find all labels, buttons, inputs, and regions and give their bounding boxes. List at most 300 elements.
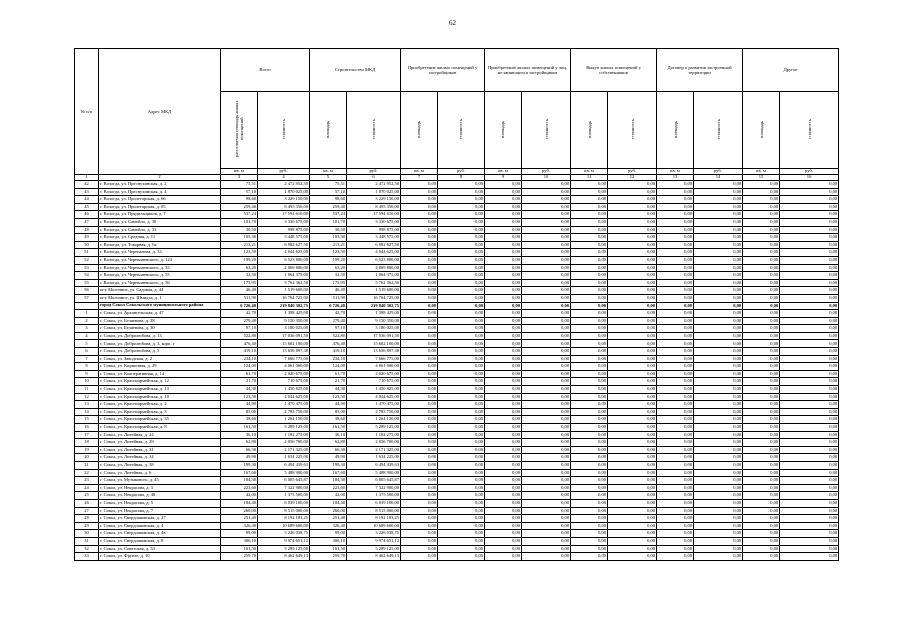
zero-cell: 0,00 <box>657 378 694 386</box>
total-area-cell: 476,40 <box>221 340 258 348</box>
zero-cell: 0,00 <box>608 181 657 189</box>
zero-cell: 0,00 <box>608 332 657 340</box>
total-area-cell: 123,50 <box>221 393 258 401</box>
zero-cell: 0,00 <box>743 454 780 462</box>
total-cost-cell: 6 039 100,00 <box>258 499 310 507</box>
zero-cell: 0,00 <box>780 340 839 348</box>
row-address: г. Сокол, ул. Литейная, д. 6 <box>99 469 221 477</box>
construction-cost-cell: 1 870 025,00 <box>347 188 401 196</box>
total-cost-cell: 3 226 038,75 <box>258 530 310 538</box>
row-address: г. Сокол, ул. Музыкового, д. 45 <box>99 477 221 485</box>
zero-cell: 0,00 <box>401 370 438 378</box>
zero-cell: 0,00 <box>743 386 780 394</box>
row-number: 2 <box>75 317 99 325</box>
row-number: 11 <box>75 386 99 394</box>
table-row <box>75 264 839 272</box>
row-address: г. Сокол, ул. Кирпичная, д. 29 <box>99 363 221 371</box>
total-cost-cell: 2 056 700,00 <box>258 439 310 447</box>
zero-cell: 0,00 <box>522 386 571 394</box>
row-address: г. Сокол, ул. Беляевова, д. 30 <box>99 325 221 333</box>
table-row <box>75 218 839 226</box>
zero-cell: 0,00 <box>522 484 571 492</box>
unit-money: руб. <box>780 169 839 175</box>
row-address: пгт. Молочное, ул. Садовая, д. 44 <box>99 287 221 295</box>
table-row <box>75 355 839 363</box>
table-row <box>75 181 839 189</box>
zero-cell: 0,00 <box>438 537 485 545</box>
total-cost-cell: 8 462 649,13 <box>258 553 310 561</box>
zero-cell: 0,00 <box>657 386 694 394</box>
zero-cell: 0,00 <box>522 446 571 454</box>
row-address: г. Сокол, ул. Литейная, д. 31 <box>99 446 221 454</box>
zero-cell: 0,00 <box>522 439 571 447</box>
zero-cell: 0,00 <box>401 515 438 523</box>
group-header: Выкуп жилых помещений у собственников <box>571 49 657 92</box>
construction-cost-cell: 2 020 675,00 <box>347 370 401 378</box>
construction-area-cell: 61,70 <box>310 370 347 378</box>
unit-area: кв. м <box>657 169 694 175</box>
zero-cell: 0,00 <box>522 401 571 409</box>
zero-cell: 0,00 <box>571 181 608 189</box>
zero-cell: 0,00 <box>438 408 485 416</box>
table-row <box>75 272 839 280</box>
zero-cell: 0,00 <box>485 348 522 356</box>
zero-cell: 0,00 <box>485 469 522 477</box>
zero-cell: 0,00 <box>485 211 522 219</box>
row-address: г. Сокол, ул. Красноармейская, д. 8 <box>99 424 221 432</box>
zero-cell: 0,00 <box>694 507 743 515</box>
table-row <box>75 317 839 325</box>
zero-cell: 0,00 <box>694 522 743 530</box>
total-area-cell: 259,70 <box>221 553 258 561</box>
zero-cell: 0,00 <box>522 424 571 432</box>
zero-cell: 0,00 <box>485 249 522 257</box>
zero-cell: 0,00 <box>657 256 694 264</box>
zero-cell: 0,00 <box>401 317 438 325</box>
zero-cell: 0,00 <box>657 507 694 515</box>
construction-cost-cell: 5 289 125,00 <box>347 424 401 432</box>
zero-cell: 0,00 <box>571 416 608 424</box>
zero-cell: 0,00 <box>608 302 657 310</box>
zero-cell: 0,00 <box>743 272 780 280</box>
row-number: 9 <box>75 370 99 378</box>
zero-cell: 0,00 <box>780 181 839 189</box>
row-number: 46 <box>75 211 99 219</box>
zero-cell: 0,00 <box>694 188 743 196</box>
zero-cell: 0,00 <box>438 332 485 340</box>
zero-cell: 0,00 <box>657 234 694 242</box>
zero-cell: 0,00 <box>743 545 780 553</box>
zero-cell: 0,00 <box>780 378 839 386</box>
zero-cell: 0,00 <box>522 218 571 226</box>
unit-area: кв. м <box>401 169 438 175</box>
row-number: 26 <box>75 499 99 507</box>
zero-cell: 0,00 <box>608 294 657 302</box>
construction-cost-cell: 1 398 425,00 <box>347 310 401 318</box>
zero-cell: 0,00 <box>571 446 608 454</box>
zero-cell: 0,00 <box>571 386 608 394</box>
total-area-cell: 522,80 <box>221 332 258 340</box>
table-row <box>75 545 839 553</box>
zero-cell: 0,00 <box>401 439 438 447</box>
zero-cell: 0,00 <box>522 492 571 500</box>
row-address: г. Вологда, ул. Чернышевского, д. 35 <box>99 264 221 272</box>
zero-cell: 0,00 <box>657 416 694 424</box>
table-row <box>75 499 839 507</box>
total-cost-cell: 710 675,00 <box>258 378 310 386</box>
zero-cell: 0,00 <box>438 264 485 272</box>
zero-cell: 0,00 <box>522 203 571 211</box>
zero-cell: 0,00 <box>743 203 780 211</box>
zero-cell: 0,00 <box>571 287 608 295</box>
zero-cell: 0,00 <box>780 469 839 477</box>
construction-area-cell: 184,30 <box>310 477 347 485</box>
zero-cell: 0,00 <box>438 484 485 492</box>
total-cost-cell: 2 069 800,00 <box>258 264 310 272</box>
construction-cost-cell: 3 330 675,00 <box>347 218 401 226</box>
construction-area-cell: 42,70 <box>310 310 347 318</box>
zero-cell: 0,00 <box>571 234 608 242</box>
zero-cell: 0,00 <box>743 264 780 272</box>
zero-cell: 0,00 <box>438 218 485 226</box>
total-cost-cell: 1 398 425,00 <box>258 310 310 318</box>
zero-cell: 0,00 <box>608 522 657 530</box>
zero-cell: 0,00 <box>438 553 485 561</box>
zero-cell: 0,00 <box>694 499 743 507</box>
table-row <box>75 484 839 492</box>
total-cost-cell: 1 470 475,00 <box>258 401 310 409</box>
zero-cell: 0,00 <box>780 408 839 416</box>
row-number: 28 <box>75 515 99 523</box>
zero-cell: 0,00 <box>522 408 571 416</box>
zero-cell: 0,00 <box>608 439 657 447</box>
zero-cell: 0,00 <box>657 279 694 287</box>
zero-cell: 0,00 <box>780 332 839 340</box>
total-cost-cell: 7 322 900,00 <box>258 484 310 492</box>
zero-cell: 0,00 <box>657 499 694 507</box>
zero-cell: 0,00 <box>571 424 608 432</box>
construction-cost-cell: 16 764 725,00 <box>347 294 401 302</box>
total-area-cell: 62,80 <box>221 439 258 447</box>
zero-cell: 0,00 <box>743 241 780 249</box>
zero-cell: 0,00 <box>485 363 522 371</box>
total-cost-cell: 9 150 350,00 <box>258 317 310 325</box>
row-number: 3 <box>75 325 99 333</box>
zero-cell: 0,00 <box>608 355 657 363</box>
zero-cell: 0,00 <box>694 431 743 439</box>
total-area-cell: 213,21 <box>221 241 258 249</box>
column-number: 2 <box>99 175 221 181</box>
row-address: г. Сокол, ул. Литейная, д. 34 <box>99 454 221 462</box>
construction-cost-cell: 6 982 627,50 <box>347 241 401 249</box>
column-number: 5 <box>310 175 347 181</box>
zero-cell: 0,00 <box>401 431 438 439</box>
total-cost-cell: 1 634 225,00 <box>258 454 310 462</box>
zero-cell: 0,00 <box>401 416 438 424</box>
construction-cost-cell: 2 171 325,00 <box>347 446 401 454</box>
total-cost-cell: 219 840 302,75 <box>258 302 310 310</box>
zero-cell: 0,00 <box>608 515 657 523</box>
table-row <box>75 370 839 378</box>
row-address: г. Сокол, ул. Свердлаковская, д. 4в <box>99 530 221 538</box>
row-address: г. Сокол, ул. Некрасова, д. 3 <box>99 484 221 492</box>
zero-cell: 0,00 <box>657 241 694 249</box>
construction-area-cell: 49,90 <box>310 454 347 462</box>
row-number: 15 <box>75 416 99 424</box>
zero-cell: 0,00 <box>657 424 694 432</box>
zero-cell: 0,00 <box>438 211 485 219</box>
total-area-cell: 75,51 <box>221 181 258 189</box>
zero-cell: 0,00 <box>743 393 780 401</box>
zero-cell: 0,00 <box>401 340 438 348</box>
zero-cell: 0,00 <box>694 515 743 523</box>
zero-cell: 0,00 <box>522 226 571 234</box>
table-row <box>75 530 839 538</box>
total-cost-cell: 2 171 325,00 <box>258 446 310 454</box>
zero-cell: 0,00 <box>571 530 608 538</box>
row-address: г. Сокол, ул. Добролюбова, д. 3, корп. г <box>99 340 221 348</box>
zero-cell: 0,00 <box>694 461 743 469</box>
table-body <box>75 181 839 561</box>
zero-cell: 0,00 <box>522 241 571 249</box>
zero-cell: 0,00 <box>401 310 438 318</box>
zero-cell: 0,00 <box>401 454 438 462</box>
zero-cell: 0,00 <box>438 499 485 507</box>
total-cost-cell: 6 982 627,50 <box>258 241 310 249</box>
zero-cell: 0,00 <box>608 234 657 242</box>
zero-cell: 0,00 <box>743 530 780 538</box>
row-number: 7 <box>75 355 99 363</box>
row-address: г. Вологда, ул. Чернышевского, д. 55 <box>99 272 221 280</box>
construction-area-cell: 259,70 <box>310 553 347 561</box>
zero-cell: 0,00 <box>657 446 694 454</box>
zero-cell: 0,00 <box>657 537 694 545</box>
construction-cost-cell: 3 180 025,00 <box>347 325 401 333</box>
zero-cell: 0,00 <box>401 218 438 226</box>
row-number: 16 <box>75 424 99 432</box>
zero-cell: 0,00 <box>694 279 743 287</box>
zero-cell: 0,00 <box>438 446 485 454</box>
column-number: 13 <box>657 175 694 181</box>
zero-cell: 0,00 <box>401 507 438 515</box>
zero-cell: 0,00 <box>694 264 743 272</box>
zero-cell: 0,00 <box>694 454 743 462</box>
table-row <box>75 340 839 348</box>
zero-cell: 0,00 <box>780 370 839 378</box>
construction-area-cell: 98,60 <box>310 196 347 204</box>
total-cost-cell: 3 229 150,00 <box>258 196 310 204</box>
zero-cell: 0,00 <box>657 188 694 196</box>
row-number: 57 <box>75 294 99 302</box>
construction-cost-cell: 4 044 625,00 <box>347 393 401 401</box>
zero-cell: 0,00 <box>401 279 438 287</box>
zero-cell: 0,00 <box>401 530 438 538</box>
row-number: 43 <box>75 188 99 196</box>
zero-cell: 0,00 <box>743 355 780 363</box>
construction-area-cell: 46,40 <box>310 287 347 295</box>
table-row <box>75 416 839 424</box>
zero-cell: 0,00 <box>485 218 522 226</box>
zero-cell: 0,00 <box>522 294 571 302</box>
zero-cell: 0,00 <box>522 196 571 204</box>
row-number: 47 <box>75 218 99 226</box>
construction-cost-cell: 710 675,00 <box>347 378 401 386</box>
row-address: г. Вологда, ул. Средняя, д. 11 <box>99 234 221 242</box>
zero-cell: 0,00 <box>608 196 657 204</box>
zero-cell: 0,00 <box>485 241 522 249</box>
construction-cost-cell: 1 375 500,00 <box>347 492 401 500</box>
unit-money: руб. <box>347 169 401 175</box>
total-cost-cell: 3 448 575,00 <box>258 234 310 242</box>
row-address: г. Сокол, ул. Красноармейская, д. 18 <box>99 393 221 401</box>
zero-cell: 0,00 <box>438 302 485 310</box>
zero-cell: 0,00 <box>780 348 839 356</box>
zero-cell: 0,00 <box>401 484 438 492</box>
row-address: г. Сокол, ул. Добролюбова, д. 13 <box>99 332 221 340</box>
zero-cell: 0,00 <box>694 386 743 394</box>
total-cost-cell: 1 264 150,00 <box>258 416 310 424</box>
construction-area-cell: 85,00 <box>310 408 347 416</box>
zero-cell: 0,00 <box>571 431 608 439</box>
zero-cell: 0,00 <box>571 484 608 492</box>
zero-cell: 0,00 <box>485 332 522 340</box>
zero-cell: 0,00 <box>608 370 657 378</box>
row-number: 4 <box>75 332 99 340</box>
zero-cell: 0,00 <box>485 203 522 211</box>
row-address: г. Вологда, ул. Пролетарская, д. 85 <box>99 203 221 211</box>
row-number: 55 <box>75 279 99 287</box>
row-address: г. Сокол, ул. Фрунзе, д. 10 <box>99 553 221 561</box>
zero-cell: 0,00 <box>438 241 485 249</box>
row-number <box>75 302 99 310</box>
zero-cell: 0,00 <box>485 287 522 295</box>
construction-area-cell: 123,50 <box>310 249 347 257</box>
row-address: пгт. Молочное, ул. Шмидта, д. 1 <box>99 294 221 302</box>
zero-cell: 0,00 <box>485 416 522 424</box>
zero-cell: 0,00 <box>743 439 780 447</box>
subheader-total-area: расселяемая площадь жилых помещений <box>221 92 258 169</box>
total-area-cell: 306,10 <box>221 537 258 545</box>
zero-cell: 0,00 <box>522 370 571 378</box>
table-row <box>75 310 839 318</box>
zero-cell: 0,00 <box>485 401 522 409</box>
zero-cell: 0,00 <box>608 545 657 553</box>
zero-cell: 0,00 <box>401 325 438 333</box>
zero-cell: 0,00 <box>401 424 438 432</box>
construction-cost-cell: 7 322 900,00 <box>347 484 401 492</box>
zero-cell: 0,00 <box>657 287 694 295</box>
zero-cell: 0,00 <box>485 256 522 264</box>
row-address: г. Сокол, ул. Беляевова, д. 28 <box>99 317 221 325</box>
zero-cell: 0,00 <box>780 325 839 333</box>
table-row <box>75 424 839 432</box>
zero-cell: 0,00 <box>694 226 743 234</box>
zero-cell: 0,00 <box>780 386 839 394</box>
total-area-cell: 98,60 <box>221 196 258 204</box>
zero-cell: 0,00 <box>694 416 743 424</box>
construction-area-cell: 21,70 <box>310 378 347 386</box>
zero-cell: 0,00 <box>571 348 608 356</box>
zero-cell: 0,00 <box>608 256 657 264</box>
total-area-cell: 161,50 <box>221 424 258 432</box>
construction-cost-cell: 3 448 575,00 <box>347 234 401 242</box>
total-cost-cell: 2 472 952,50 <box>258 181 310 189</box>
table-row <box>75 188 839 196</box>
construction-cost-cell: 6 494 439,63 <box>347 461 401 469</box>
zero-cell: 0,00 <box>743 401 780 409</box>
zero-cell: 0,00 <box>571 203 608 211</box>
group-header: Всего <box>221 49 310 92</box>
construction-cost-cell: 8 515 000,00 <box>347 507 401 515</box>
subheader-cost: стоимость <box>522 92 571 169</box>
total-cost-cell: 3 330 675,00 <box>258 218 310 226</box>
row-address: г. Сокол, ул. Кооперативная, д. 14 <box>99 370 221 378</box>
construction-area-cell: 62,80 <box>310 439 347 447</box>
zero-cell: 0,00 <box>657 272 694 280</box>
zero-cell: 0,00 <box>608 446 657 454</box>
zero-cell: 0,00 <box>438 545 485 553</box>
row-address: г. Сокол, ул. Литейная, д. 38 <box>99 461 221 469</box>
zero-cell: 0,00 <box>657 492 694 500</box>
zero-cell: 0,00 <box>657 218 694 226</box>
zero-cell: 0,00 <box>401 469 438 477</box>
construction-cost-cell: 15 602 100,00 <box>347 340 401 348</box>
zero-cell: 0,00 <box>522 537 571 545</box>
zero-cell: 0,00 <box>780 241 839 249</box>
zero-cell: 0,00 <box>694 469 743 477</box>
zero-cell: 0,00 <box>608 317 657 325</box>
total-cost-cell: 8 515 000,00 <box>258 507 310 515</box>
row-number: 27 <box>75 507 99 515</box>
zero-cell: 0,00 <box>608 401 657 409</box>
table-row <box>75 446 839 454</box>
zero-cell: 0,00 <box>438 416 485 424</box>
construction-area-cell: 105,30 <box>310 234 347 242</box>
zero-cell: 0,00 <box>694 553 743 561</box>
total-area-cell: 167,60 <box>221 469 258 477</box>
construction-cost-cell: 2 069 800,00 <box>347 264 401 272</box>
row-address: г. Вологда, ул. Преснухинская, д. 2 <box>99 181 221 189</box>
total-area-cell: 36,10 <box>221 431 258 439</box>
zero-cell: 0,00 <box>743 325 780 333</box>
zero-cell: 0,00 <box>401 264 438 272</box>
zero-cell: 0,00 <box>485 446 522 454</box>
zero-cell: 0,00 <box>608 287 657 295</box>
total-cost-cell: 9 974 651,12 <box>258 537 310 545</box>
row-number: 29 <box>75 522 99 530</box>
zero-cell: 0,00 <box>401 408 438 416</box>
zero-cell: 0,00 <box>694 477 743 485</box>
zero-cell: 0,00 <box>401 378 438 386</box>
row-address: г. Сокол, ул. Свердлаковская, д. 8 <box>99 537 221 545</box>
zero-cell: 0,00 <box>608 408 657 416</box>
total-area-cell: 234,10 <box>221 355 258 363</box>
construction-cost-cell: 5 488 900,00 <box>347 469 401 477</box>
zero-cell: 0,00 <box>694 181 743 189</box>
construction-cost-cell: 1 470 475,00 <box>347 401 401 409</box>
zero-cell: 0,00 <box>608 363 657 371</box>
zero-cell: 0,00 <box>743 408 780 416</box>
zero-cell: 0,00 <box>743 302 780 310</box>
table-row <box>75 401 839 409</box>
construction-cost-cell: 5 289 125,00 <box>347 545 401 553</box>
zero-cell: 0,00 <box>401 446 438 454</box>
table-row <box>75 249 839 257</box>
zero-cell: 0,00 <box>657 363 694 371</box>
zero-cell: 0,00 <box>522 325 571 333</box>
zero-cell: 0,00 <box>401 226 438 234</box>
subheader-cost: стоимость <box>258 92 310 169</box>
